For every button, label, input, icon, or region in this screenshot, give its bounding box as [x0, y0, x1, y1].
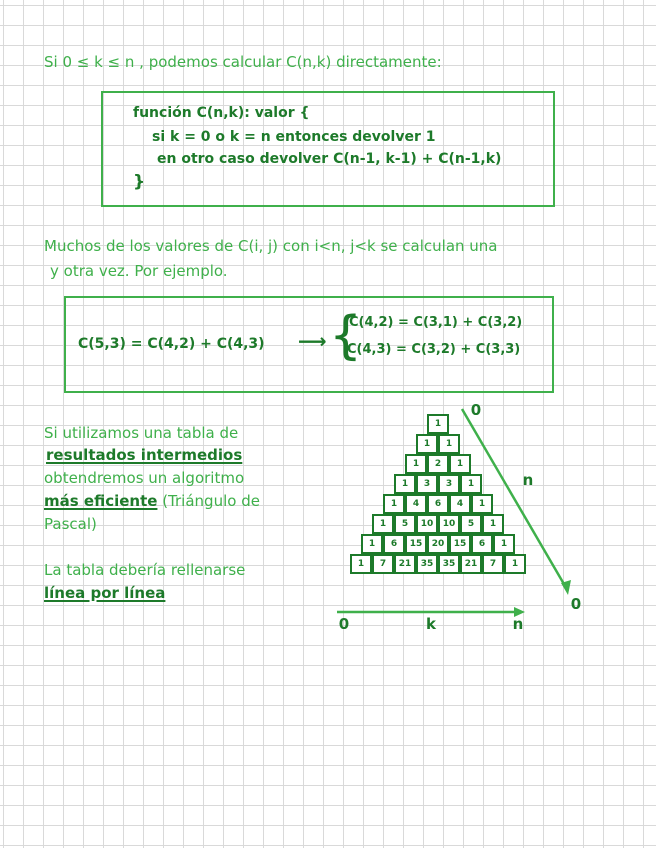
- pascal-cell-value: 1: [478, 499, 486, 509]
- pseudocode-line-2: si k = 0 o k = n entonces devolver 1: [152, 129, 436, 145]
- pascal-cell-value: 6: [434, 499, 442, 509]
- example-brace: {: [329, 306, 363, 366]
- x-axis-mid-label: k: [426, 615, 436, 633]
- pascal-cell-value: 5: [467, 519, 475, 529]
- side-note-line-6: La tabla debería rellenarse: [44, 561, 246, 579]
- pascal-cell-value: 15: [409, 539, 423, 549]
- side-note-line-4-rest: (Triángulo de: [157, 492, 260, 510]
- pascal-cell-value: 4: [456, 499, 464, 509]
- x-axis-start-label: 0: [338, 615, 350, 633]
- example-lhs: C(5,3) = C(4,2) + C(4,3): [78, 336, 265, 352]
- pascal-cell-value: 35: [442, 559, 456, 569]
- pascal-cell-value: 1: [423, 439, 431, 449]
- pascal-cell-value: 7: [489, 559, 497, 569]
- pascal-cell-value: 20: [431, 539, 445, 549]
- side-note-line-2: resultados intermedios: [46, 446, 243, 464]
- pascal-cell-value: 6: [390, 539, 398, 549]
- example-case-2: C(4,3) = C(3,2) + C(3,3): [347, 342, 521, 357]
- pascal-cell-value: 2: [434, 459, 442, 469]
- triangle-cells: [351, 415, 525, 573]
- side-note-emphasis: más eficiente: [44, 492, 158, 510]
- pascal-cell-value: 1: [511, 559, 519, 569]
- pascal-cell-value: 1: [456, 459, 464, 469]
- pascal-cell-value: 1: [368, 539, 376, 549]
- diagonal-end-label: 0: [570, 595, 582, 613]
- repeat-note-line-2: y otra vez. Por ejemplo.: [50, 262, 228, 280]
- pascal-cell-value: 10: [442, 519, 456, 529]
- pascal-cell-value: 5: [401, 519, 409, 529]
- side-note-line-3: obtendremos un algoritmo: [44, 469, 245, 487]
- side-note-line-7: línea por línea: [44, 584, 166, 602]
- side-note-line-5: Pascal): [44, 515, 97, 533]
- pascal-cell-value: 1: [467, 479, 475, 489]
- diagonal-mid-label: n: [522, 471, 534, 489]
- pascal-cell-value: 21: [398, 559, 412, 569]
- pascal-cell-value: 21: [464, 559, 478, 569]
- diagonal-start-label: 0: [470, 401, 482, 419]
- pascal-cell-value: 7: [379, 559, 387, 569]
- pascal-triangle-diagram: [325, 395, 595, 640]
- pascal-cell-value: 1: [379, 519, 387, 529]
- pseudocode-line-1: función C(n,k): valor {: [133, 105, 310, 121]
- pseudocode-line-4: }: [133, 172, 146, 192]
- pascal-cell-value: 1: [445, 439, 453, 449]
- side-note-line-4: [44, 491, 260, 512]
- pascal-cell-value: 1: [357, 559, 365, 569]
- pascal-cell-value: 1: [489, 519, 497, 529]
- pascal-cell-value: 10: [420, 519, 434, 529]
- pascal-cell-value: 4: [412, 499, 420, 509]
- pascal-cell-value: 3: [445, 479, 453, 489]
- pascal-cell-value: 6: [478, 539, 486, 549]
- repeat-note-line-1: Muchos de los valores de C(i, j) con i<n, j<k se calculan una: [44, 237, 498, 255]
- pseudocode-line-3: en otro caso devolver C(n-1, k-1) + C(n-1,k): [157, 151, 502, 167]
- pascal-cell-value: 1: [434, 419, 442, 429]
- pascal-cell-value: 1: [412, 459, 420, 469]
- pascal-cell-value: 15: [453, 539, 467, 549]
- pascal-cell-value: 1: [401, 479, 409, 489]
- intro-text: Si 0 ≤ k ≤ n , podemos calcular C(n,k) directamente:: [44, 53, 442, 71]
- side-note-line-1: Si utilizamos una tabla de: [44, 424, 239, 442]
- example-arrow: ⟶: [298, 329, 327, 353]
- pascal-cell-value: 1: [390, 499, 398, 509]
- pascal-cell-value: 1: [500, 539, 508, 549]
- pascal-cell-value: 35: [420, 559, 434, 569]
- example-case-1: C(4,2) = C(3,1) + C(3,2): [349, 315, 523, 330]
- x-axis-end-label: n: [512, 615, 524, 633]
- pascal-cell-value: 3: [423, 479, 431, 489]
